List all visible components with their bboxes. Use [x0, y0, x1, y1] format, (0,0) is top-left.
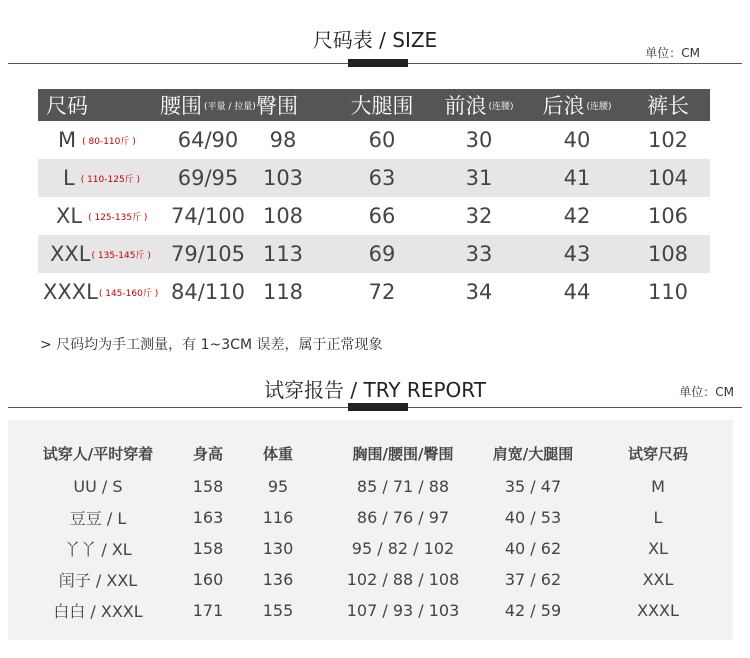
front-rise-value: 31 [465, 166, 493, 190]
size-row-xl [38, 197, 710, 235]
back-rise-value: 40 [563, 128, 591, 152]
report-shoulder-thigh: 40 / 53 [504, 508, 562, 527]
report-row [8, 595, 733, 626]
report-unit-label: 单位：CM [679, 385, 734, 399]
report-person: 豆豆 / L [69, 509, 127, 528]
header-hip: 臀围 [256, 94, 298, 118]
report-row [8, 471, 733, 502]
report-weight: 136 [262, 570, 294, 589]
size-weight-range: ( 145-160斤 ) [98, 288, 159, 299]
size-row-xxl [38, 235, 710, 273]
report-person: 丫丫 / XL [64, 540, 132, 559]
report-size: M [651, 477, 665, 496]
size-section-accent-bar [348, 59, 408, 67]
size-label: XXL [50, 242, 91, 266]
report-header-person: 试穿人/平时穿着 [42, 445, 154, 463]
waist-value: 69/95 [177, 166, 239, 190]
size-table-header [38, 89, 710, 121]
back-rise-value: 42 [563, 204, 591, 228]
size-cell [50, 235, 151, 273]
length-value: 110 [647, 280, 689, 304]
size-weight-range: ( 135-145斤 ) [91, 250, 151, 261]
size-cell [58, 121, 136, 159]
report-header-shoulder-thigh: 肩宽/大腿围 [492, 445, 574, 463]
report-weight: 116 [262, 508, 294, 527]
size-row-l [38, 159, 710, 197]
size-cell [63, 159, 140, 197]
thigh-value: 66 [368, 204, 396, 228]
report-header-size: 试穿尺码 [627, 445, 688, 463]
report-header-weight: 体重 [262, 445, 293, 463]
report-person: UU / S [73, 477, 123, 496]
size-table [38, 89, 710, 311]
size-label: XXXL [43, 280, 98, 304]
size-cell [43, 273, 158, 311]
size-label: L [63, 166, 75, 190]
report-person: 闰子 / XXL [58, 571, 138, 590]
length-value: 106 [647, 204, 689, 228]
report-height: 171 [192, 601, 224, 620]
report-size: XXXL [637, 601, 679, 620]
front-rise-value: 30 [465, 128, 493, 152]
back-rise-value: 41 [563, 166, 591, 190]
size-label: M [58, 128, 77, 152]
report-bwh: 86 / 76 / 97 [356, 508, 450, 527]
report-height: 163 [192, 508, 224, 527]
report-section-title: 试穿报告 / TRY REPORT [264, 378, 486, 402]
header-waist [160, 89, 260, 121]
header-back-rise [528, 89, 626, 121]
thigh-value: 63 [368, 166, 396, 190]
report-weight: 95 [267, 477, 289, 496]
report-height: 158 [192, 539, 224, 558]
report-section-accent-bar [348, 403, 408, 411]
waist-value: 64/90 [177, 128, 239, 152]
report-shoulder-thigh: 35 / 47 [504, 477, 562, 496]
hip-value: 118 [262, 280, 304, 304]
front-rise-value: 34 [465, 280, 493, 304]
hip-value: 103 [262, 166, 304, 190]
size-label: XL [56, 204, 83, 228]
report-row [8, 502, 733, 533]
report-person: 白白 / XXXL [53, 602, 143, 621]
try-report-table [8, 420, 733, 640]
length-value: 108 [647, 242, 689, 266]
waist-value: 84/110 [171, 280, 245, 304]
header-waist-label: 腰围 [160, 94, 202, 118]
thigh-value: 60 [368, 128, 396, 152]
front-rise-value: 32 [465, 204, 493, 228]
report-row [8, 533, 733, 564]
front-rise-value: 33 [465, 242, 493, 266]
size-weight-range: ( 125-135斤 ) [88, 212, 148, 223]
length-value: 102 [647, 128, 689, 152]
size-section-title: 尺码表 / SIZE [312, 28, 438, 52]
waist-value: 74/100 [171, 204, 245, 228]
size-weight-range: ( 80-110斤 ) [82, 136, 136, 147]
size-row-xxxl [38, 273, 710, 311]
hip-value: 98 [269, 128, 297, 152]
size-weight-range: ( 110-125斤 ) [80, 174, 141, 185]
waist-value: 79/105 [171, 242, 245, 266]
back-rise-value: 44 [563, 280, 591, 304]
report-header-row [8, 438, 733, 469]
report-header-height: 身高 [192, 445, 223, 463]
report-size: XL [648, 539, 668, 558]
report-weight: 130 [262, 539, 294, 558]
report-bwh: 95 / 82 / 102 [351, 539, 455, 558]
report-shoulder-thigh: 37 / 62 [504, 570, 562, 589]
report-bwh: 102 / 88 / 108 [346, 570, 460, 589]
report-size: L [653, 508, 663, 527]
size-row-m [38, 121, 710, 159]
header-thigh: 大腿围 [350, 94, 414, 118]
report-row [8, 564, 733, 595]
measurement-note: > 尺码均为手工测量，有 1~3CM 误差，属于正常现象 [40, 337, 383, 353]
header-front-rise [430, 89, 528, 121]
report-shoulder-thigh: 40 / 62 [504, 539, 562, 558]
report-height: 160 [192, 570, 224, 589]
report-bwh: 107 / 93 / 103 [346, 601, 460, 620]
report-shoulder-thigh: 42 / 59 [504, 601, 562, 620]
hip-value: 108 [262, 204, 304, 228]
hip-value: 113 [262, 242, 304, 266]
header-back-rise-label: 后浪 [542, 94, 585, 118]
report-height: 158 [192, 477, 224, 496]
header-front-rise-label: 前浪 [444, 94, 487, 118]
report-size: XXL [642, 570, 674, 589]
thigh-value: 72 [368, 280, 396, 304]
report-bwh: 85 / 71 / 88 [356, 477, 450, 496]
header-size: 尺码 [46, 94, 88, 118]
length-value: 104 [647, 166, 689, 190]
report-header-bwh: 胸围/腰围/臀围 [352, 445, 454, 463]
header-front-rise-note: (连腰) [488, 101, 514, 112]
size-cell [56, 197, 147, 235]
header-back-rise-note: (连腰) [586, 101, 612, 112]
report-weight: 155 [262, 601, 294, 620]
header-waist-note: (平量 / 拉量) [204, 101, 256, 112]
thigh-value: 69 [368, 242, 396, 266]
back-rise-value: 43 [563, 242, 591, 266]
header-length: 裤长 [647, 94, 689, 118]
size-unit-label: 单位：CM [645, 46, 700, 60]
